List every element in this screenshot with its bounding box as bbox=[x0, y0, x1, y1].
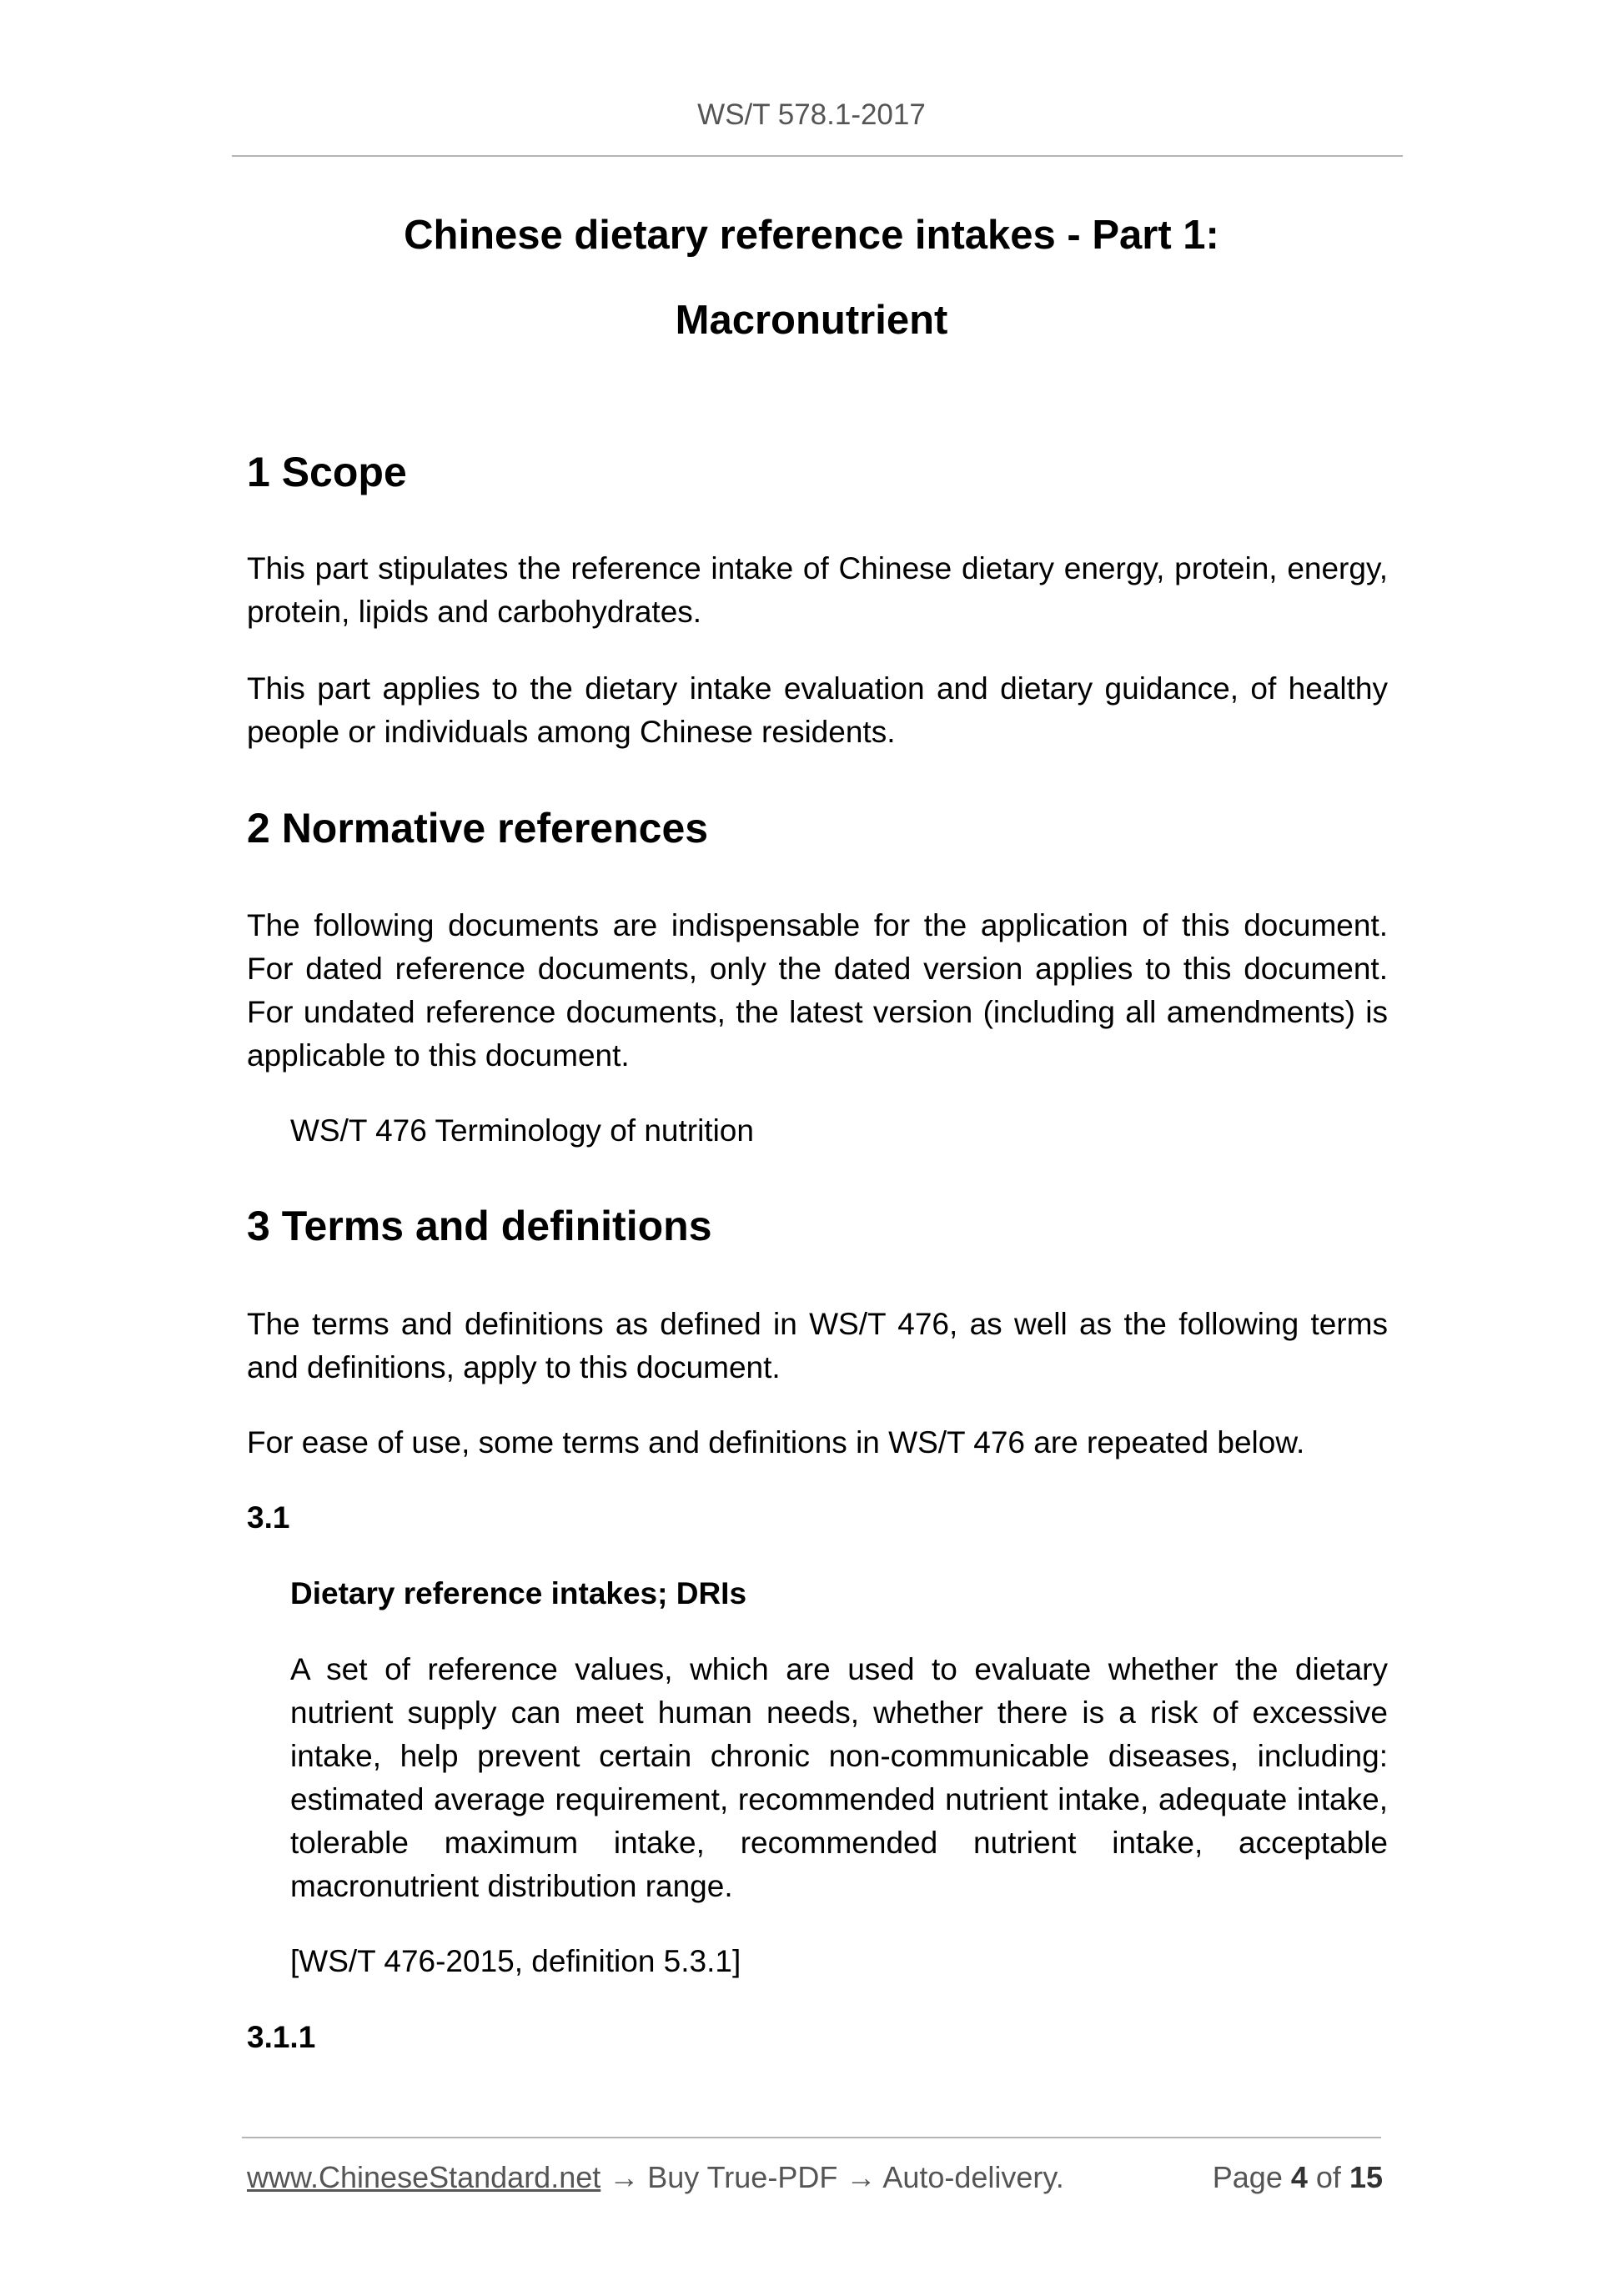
header-divider bbox=[232, 155, 1403, 157]
normative-reference-item: WS/T 476 Terminology of nutrition bbox=[290, 1113, 754, 1148]
total-pages: 15 bbox=[1349, 2160, 1383, 2194]
terms-paragraph-2: For ease of use, some terms and definitions in WS/T 476 are repeated below. bbox=[247, 1425, 1305, 1459]
of-word: of bbox=[1315, 2160, 1341, 2194]
scope-paragraph-2: This part applies to the dietary intake evaluation and dietary guidance, of healthy people or individuals among Chinese residents. bbox=[247, 671, 1388, 749]
page-word: Page bbox=[1212, 2160, 1283, 2194]
clause-3-1-definition: A set of reference values, which are used to evaluate whether the dietary nutrient supply can meet human needs, whether there is a risk of excessive intake, help prevent certain chronic non-communicable diseases, including: estimated average requirement, recommended nutrient intake, adequate intake, tolerable maximum intake, recommended nutrient intake, acceptable macronutrient distribution range. bbox=[290, 1652, 1388, 1903]
document-title-line-1: Chinese dietary reference intakes - Part 1: bbox=[404, 213, 1219, 258]
terms-paragraph-1: The terms and definitions as defined in WS/T 476, as well as the following terms and definitions, apply to this document. bbox=[247, 1307, 1388, 1384]
clause-3-1-1-label: 3.1.1 bbox=[247, 2020, 316, 2054]
clause-3-1-source: [WS/T 476-2015, definition 5.3.1] bbox=[290, 1944, 741, 1978]
footer-tagline: → Buy True-PDF → Auto-delivery. bbox=[600, 2160, 1064, 2194]
page-number bbox=[1213, 2158, 1383, 2197]
scope-paragraph-1: This part stipulates the reference intake of Chinese dietary energy, protein, energy, protein, lipids and carbohydrates. bbox=[247, 551, 1388, 629]
header-standard-code: WS/T 578.1-2017 bbox=[697, 98, 926, 131]
clause-3-1-term: Dietary reference intakes; DRIs bbox=[290, 1576, 747, 1610]
website-link[interactable]: www.ChineseStandard.net bbox=[247, 2160, 601, 2194]
document-title-line-2: Macronutrient bbox=[675, 298, 948, 343]
section-1-heading: 1 Scope bbox=[247, 449, 407, 495]
clause-3-1-label: 3.1 bbox=[247, 1500, 290, 1535]
section-2-heading: 2 Normative references bbox=[247, 805, 709, 852]
section-3-heading: 3 Terms and definitions bbox=[247, 1203, 712, 1249]
footer-divider bbox=[242, 2137, 1381, 2138]
page-footer bbox=[247, 2158, 1383, 2197]
normative-paragraph: The following documents are indispensable for the application of this document. For dated reference documents, only the dated version applies to this document. For undated reference documents, the latest version (including all amendments) is applicable to this document. bbox=[247, 908, 1388, 1073]
current-page: 4 bbox=[1290, 2160, 1308, 2194]
